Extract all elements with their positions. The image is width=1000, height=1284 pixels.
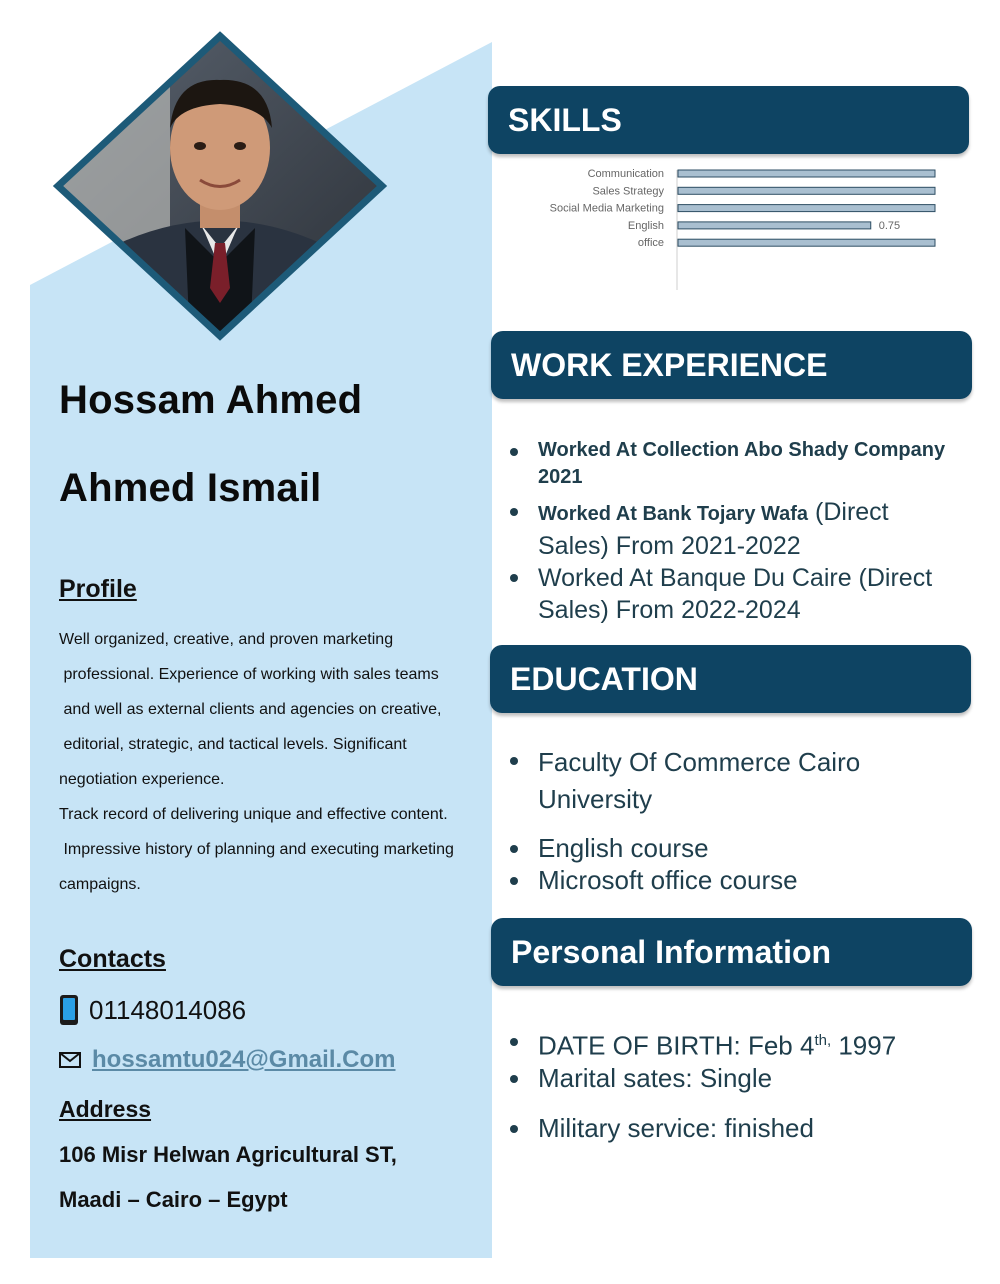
phone-number: 01148014086	[89, 994, 247, 1025]
personal-item-marital	[508, 1062, 948, 1094]
address-line-1: 106 Misr Helwan Agricultural ST,	[59, 1142, 397, 1167]
address-heading: Address	[59, 1096, 152, 1122]
education-item	[508, 744, 948, 818]
work-title: WORK EXPERIENCE	[511, 346, 828, 383]
work-item	[508, 496, 948, 562]
dob-year: 1997	[831, 1030, 897, 1061]
work-header	[491, 331, 972, 399]
email-link[interactable]: hossamtu024@Gmail.Com	[92, 1046, 396, 1073]
contacts-heading: Contacts	[59, 945, 166, 973]
education-item	[508, 832, 948, 864]
work-list	[508, 436, 948, 626]
skills-chart	[520, 165, 950, 295]
profile-line: professional. Experience of working with sales teams	[59, 666, 439, 683]
profile-text	[59, 622, 491, 902]
education-list	[508, 744, 948, 896]
skill-label: Sales Strategy	[592, 185, 664, 198]
education-item-text: Microsoft office course	[538, 865, 798, 895]
marital-text: Marital sates: Single	[538, 1062, 773, 1093]
work-item-text: Worked At Banque Du Caire (Direct Sales) From 2022-2024	[538, 564, 933, 624]
education-item-text: Faculty Of Commerce Cairo University	[538, 747, 861, 814]
profile-photo	[50, 28, 390, 344]
work-item	[508, 436, 948, 490]
skill-bar	[678, 222, 871, 229]
personal-list	[508, 1025, 948, 1144]
skill-label: Social Media Marketing	[549, 202, 664, 215]
skill-bar	[678, 187, 935, 194]
email-row	[59, 1046, 396, 1074]
personal-item-military	[508, 1112, 948, 1144]
education-item-text: English course	[538, 833, 709, 863]
skill-label: Communication	[587, 168, 664, 180]
military-text: Military service: finished	[538, 1112, 814, 1143]
education-item	[508, 864, 948, 896]
dob-suffix: th,	[814, 1032, 832, 1049]
address-line-2: Maadi – Cairo – Egypt	[59, 1187, 288, 1212]
profile-line: campaigns.	[59, 876, 141, 893]
skill-label: English	[627, 219, 664, 232]
dob-label: DATE OF BIRTH: Feb 4	[538, 1030, 815, 1061]
work-item	[508, 562, 948, 626]
work-item-text: (Direct Sales) From 2021-2022	[538, 498, 889, 560]
skill-data-label: 0.75	[878, 219, 901, 232]
skill-label: office	[637, 237, 664, 250]
mail-icon	[59, 1052, 81, 1068]
personal-header	[491, 918, 972, 986]
skills-title: SKILLS	[508, 101, 622, 138]
work-item-bold: Worked At Collection Abo Shady Company 2021	[538, 439, 946, 488]
phone-row	[59, 994, 246, 1026]
work-item-bold: Worked At Bank Tojary Wafa	[538, 503, 809, 525]
education-title: EDUCATION	[510, 660, 698, 697]
profile-line: Well organized, creative, and proven marketing	[59, 631, 394, 648]
skill-bar	[678, 239, 935, 246]
profile-line: Track record of delivering unique and effective content.	[59, 806, 448, 823]
personal-title: Personal Information	[511, 933, 832, 970]
profile-line: Impressive history of planning and executing marketing	[59, 841, 454, 858]
profile-line: editorial, strategic, and tactical levels. Significant	[59, 736, 407, 753]
name-line-1: Hossam Ahmed	[59, 378, 363, 422]
skill-bar	[678, 205, 935, 212]
profile-line: negotiation experience.	[59, 771, 225, 788]
personal-item-dob	[508, 1025, 948, 1062]
education-header	[490, 645, 971, 713]
skill-bar	[678, 170, 935, 177]
name-line-2: Ahmed Ismail	[59, 466, 322, 510]
profile-heading: Profile	[59, 575, 137, 603]
phone-icon	[59, 994, 79, 1026]
skills-header	[488, 86, 969, 154]
profile-line: and well as external clients and agencies on creative,	[59, 701, 442, 718]
